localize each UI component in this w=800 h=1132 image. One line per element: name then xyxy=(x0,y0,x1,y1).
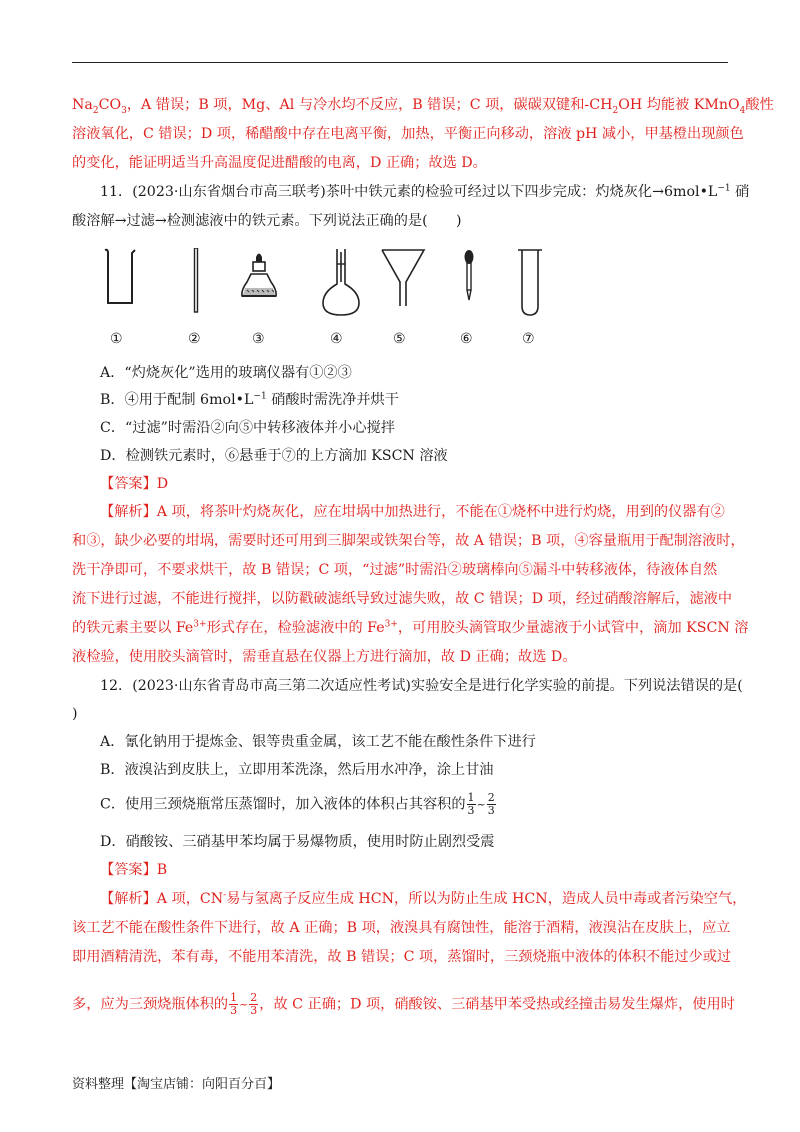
q11-option-d: D．检测铁元素时，⑥悬垂于⑦的上方滴加 KSCN 溶液 xyxy=(100,448,448,464)
volumetric-flask-figure xyxy=(320,248,362,318)
q12-option-d: D．硝酸铵、三硝基甲苯均属于易爆物质，使用时防止剧烈受震 xyxy=(100,834,495,850)
prev-analysis-line-1: $Na_2CO_3$，A 错误；B 项，Mg、Al 与冷水均不反应，B 错误；C 项，碳碳双键和$-CH_2OH$ 均能被 KMnO$_4$酸性 xyxy=(72,97,774,116)
q11-analysis-line-3: 洗干净即可，不要求烘干，故 B 错误；C 项，“过滤”时需沿②玻璃棒向⑤漏斗中转移液体，待液体自然 xyxy=(72,562,718,578)
header-rule xyxy=(72,62,728,63)
fraction-one-third: $\frac{1}{3}$ xyxy=(467,791,475,817)
q11-option-a: A．“灼烧灰化”选用的玻璃仪器有①②③ xyxy=(100,365,352,381)
glass-rod-figure xyxy=(193,248,199,314)
q11-analysis-line-1: 【解析】A 项，将茶叶灼烧灰化，应在坩埚中加热进行，不能在①烧杯中进行灼烧，用到的仪器有② xyxy=(100,504,725,520)
q12-analysis-line-2: 该工艺不能在酸性条件下进行，故 A 正确；B 项，液溴具有腐蚀性，能溶于酒精，液溴沾在皮肤上，应立 xyxy=(72,920,731,936)
fraction-two-thirds-2: $\frac{2}{3}$ xyxy=(250,991,258,1017)
alcohol-lamp-figure xyxy=(238,248,280,308)
prev-analysis-line-2: 溶液氧化，C 错误；D 项，稀醋酸中存在电离平衡，加热，平衡正向移动，溶液 pH 减小，甲基橙出现颜色 xyxy=(72,126,744,142)
q12-analysis-line-4: 多，应为三颈烧瓶体积的 $\frac{1}{3}$ ~ $\frac{2}{3}$ ，故 C 正确；D 项，硝酸铵、三硝基甲苯受热或经撞击易发生爆炸，使用时 xyxy=(72,991,735,1017)
q12-analysis-line-1: 【解析】A 项，CN-易与氢离子反应生成 HCN，所以为防止生成 HCN，造成人员中毒或者污染空气， xyxy=(100,890,747,907)
funnel-figure xyxy=(380,248,426,308)
q12-answer: 【答案】B xyxy=(100,862,168,878)
q12-option-b: B．液溴沾到皮肤上，立即用苯洗涤，然后用水冲净，涂上甘油 xyxy=(100,762,494,778)
apparatus-label-4: ④ xyxy=(330,331,343,347)
q12-option-a: A．氰化钠用于提炼金、银等贵重金属，该工艺不能在酸性条件下进行 xyxy=(100,734,536,750)
apparatus-label-5: ⑤ xyxy=(393,331,406,347)
q11-option-c: C．“过滤”时需沿②向⑤中转移液体并小心搅拌 xyxy=(100,420,395,436)
fraction-two-thirds: $\frac{2}{3}$ xyxy=(487,791,495,817)
test-tube-figure xyxy=(516,248,544,318)
apparatus-label-3: ③ xyxy=(252,331,265,347)
q11-option-b: B．④用于配制 $6mol•L^{-1}$ 硝酸时需洗净并烘干 xyxy=(100,391,399,408)
fraction-one-third-2: $\frac{1}{3}$ xyxy=(230,991,238,1017)
q11-analysis-line-2: 和③，缺少必要的坩埚，需要时还可用到三脚架或铁架台等，故 A 错误；B 项，④容量瓶用于配制溶液时， xyxy=(72,533,745,549)
q11-analysis-line-4: 流下进行过滤，不能进行搅拌，以防戳破滤纸导致过滤失败，故 C 错误；D 项，经过硝酸溶解后，滤液中 xyxy=(72,591,733,607)
q12-stem-line-1: 12．(2023·山东省青岛市高三第二次适应性考试)实验安全是进行化学实验的前提。下列说法错误的是( xyxy=(100,678,743,694)
prev-analysis-line-3: 的变化，能证明适当升高温度促进醋酸的电离，D 正确；故选 D。 xyxy=(72,155,487,171)
apparatus-label-1: ① xyxy=(110,331,123,347)
q11-stem-line-2: 酸溶解→过滤→检测滤液中的铁元素。下列说法正确的是( ) xyxy=(72,213,462,229)
dropper-figure xyxy=(461,248,477,306)
beaker-figure xyxy=(104,248,136,306)
apparatus-label-7: ⑦ xyxy=(522,331,535,347)
q12-analysis-line-3: 即用酒精清洗，苯有毒，不能用苯清洗，故 B 错误；C 项，蒸馏时，三颈烧瓶中液体的体积不能过少或过 xyxy=(72,949,732,965)
page-footer: 资料整理【淘宝店铺：向阳百分百】 xyxy=(72,1077,281,1092)
q11-stem-line-1: 11．(2023·山东省烟台市高三联考)茶叶中铁元素的检验可经过以下四步完成：灼烧灰化$\to 6mol•L^{-1}$ 硝 xyxy=(100,183,750,200)
q12-stem-line-2: ) xyxy=(72,706,78,722)
q11-analysis-line-6: 液检验，使用胶头滴管时，需垂直悬在仪器上方进行滴加，故 D 正确；故选 D。 xyxy=(72,649,577,665)
q12-option-c: C．使用三颈烧瓶常压蒸馏时，加入液体的体积占其容积的 $\frac{1}{3}$ ~ $\frac{2}{3}$ xyxy=(100,791,495,817)
q11-analysis-line-5: 的铁元素主要以 $Fe^{3+}$形式存在，检验滤液中的 $Fe^{3+}$，可用胶头滴管取少量滤液于小试管中，滴加 KSCN 溶 xyxy=(72,619,749,636)
q11-answer: 【答案】D xyxy=(100,476,169,492)
apparatus-label-6: ⑥ xyxy=(460,331,473,347)
apparatus-label-2: ② xyxy=(188,331,201,347)
